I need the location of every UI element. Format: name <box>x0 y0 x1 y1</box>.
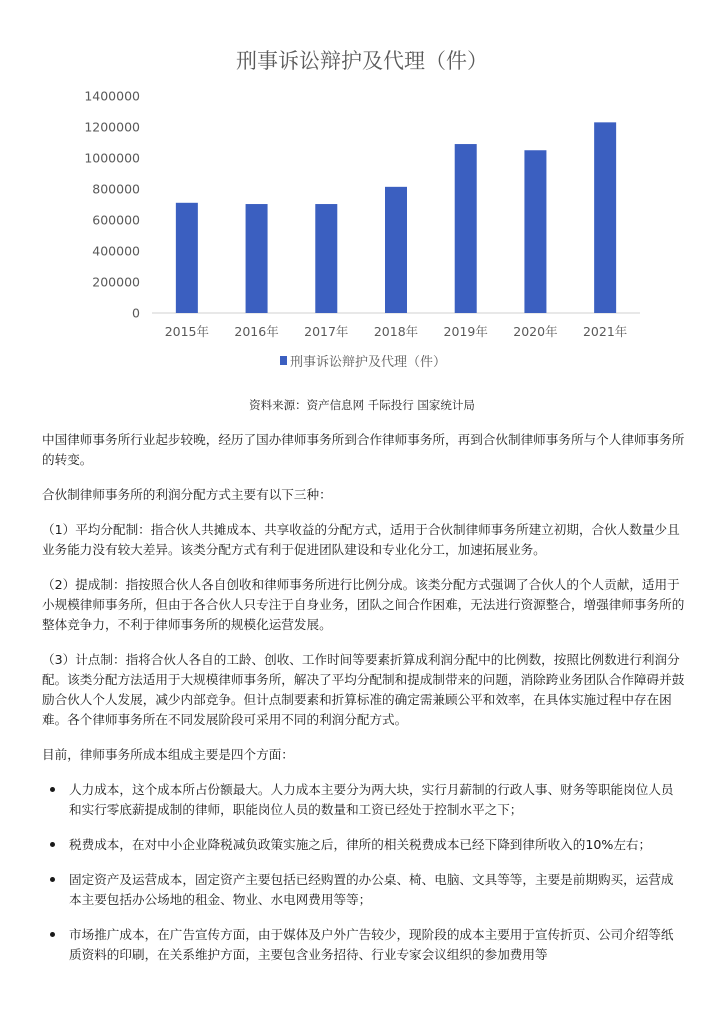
y-tick-label: 0 <box>132 305 140 321</box>
x-tick-label: 2015年 <box>164 324 210 339</box>
bar <box>315 204 337 313</box>
paragraph-points-system: （3）计点制：指将合伙人各自的工龄、创收、工作时间等要素折算成利润分配中的比例数，按照比例数进行利润分配。该类分配方法适用于大规模律师事务所，解决了平均分配制和提成制带来的问题，消除跨业务团队合作障碍并鼓励合伙人个人发展，减少内部竞争。但计点制要素和折算标准的确定需兼顾公平和效率，在具体实施过程中存在困难。各个律师事务所在不同发展阶段可采用不同的利润分配方式。 <box>42 652 685 727</box>
legend <box>280 354 446 370</box>
x-tick-label: 2021年 <box>582 324 628 339</box>
list-item: 税费成本，在对中小企业降税减负政策实施之后，律所的相关税费成本已经下降到律所收入的10%左右； <box>42 835 686 855</box>
bar-chart <box>0 0 724 385</box>
x-tick-label: 2016年 <box>234 324 279 339</box>
y-tick-label: 200000 <box>92 274 140 290</box>
bar <box>246 204 268 313</box>
legend-swatch <box>280 356 287 365</box>
x-axis <box>165 324 628 339</box>
bar <box>594 122 616 313</box>
legend-label: 刑事诉讼辩护及代理（件） <box>290 355 447 370</box>
y-tick-label: 600000 <box>92 212 140 228</box>
paragraph-equal-distribution: （1）平均分配制：指合伙人共摊成本、共享收益的分配方式，适用于合伙制律师事务所建立初期，合伙人数量少且业务能力没有较大差异。该类分配方式有利于促进团队建设和专业化分工，加速拓展业务。 <box>42 522 680 557</box>
bar <box>385 187 407 313</box>
bar <box>455 144 477 313</box>
x-tick-label: 2019年 <box>443 324 488 339</box>
list-item: 市场推广成本，在广告宣传方面，由于媒体及户外广告较少，现阶段的成本主要用于宣传折页、公司介绍等纸质资料的印刷，在关系维护方面，主要包含业务招待、行业专家会议组织的参加费用等 <box>42 925 686 965</box>
y-tick-label: 1200000 <box>84 119 140 135</box>
y-tick-label: 400000 <box>92 243 140 259</box>
list-item: 人力成本，这个成本所占份额最大。人力成本主要分为两大块，实行月薪制的行政人事、财务等职能岗位人员和实行零底薪提成制的律师，职能岗位人员的数量和工资已经处于控制水平之下； <box>42 780 686 820</box>
bar-series <box>176 122 616 313</box>
list-item: 固定资产及运营成本，固定资产主要包括已经购置的办公桌、椅、电脑、文具等等，主要是前期购买，运营成本主要包括办公场地的租金、物业、水电网费用等等； <box>42 870 686 910</box>
article-body <box>42 430 686 980</box>
paragraph-commission: （2）提成制：指按照合伙人各自创收和律师事务所进行比例分成。该类分配方式强调了合伙人的个人贡献，适用于小规模律师事务所，但由于各合伙人只专注于自身业务，团队之间合作困难，无法进行资源整合，增强律师事务所的整体竞争力，不利于律师事务所的规模化运营发展。 <box>42 577 685 632</box>
y-tick-label: 800000 <box>92 181 140 197</box>
y-axis <box>84 89 140 321</box>
bar <box>176 203 198 313</box>
cost-list <box>42 780 686 965</box>
x-tick-label: 2020年 <box>513 324 558 339</box>
x-tick-label: 2018年 <box>373 324 419 339</box>
y-tick-label: 1400000 <box>84 88 140 104</box>
paragraph-cost-intro: 目前，律师事务所成本组成主要是四个方面： <box>42 747 294 762</box>
x-tick-label: 2017年 <box>304 324 349 339</box>
y-tick-label: 1000000 <box>84 150 140 166</box>
chart-title: 刑事诉讼辩护及代理（件） <box>236 49 488 73</box>
paragraph-partnership-methods: 合伙制律师事务所的利润分配方式主要有以下三种： <box>42 487 332 502</box>
chart-source-note: 资料来源：资产信息网 千际投行 国家统计局 <box>249 398 475 412</box>
bar <box>524 150 546 313</box>
paragraph-intro: 中国律师事务所行业起步较晚，经历了国办律师事务所到合作律师事务所，再到合伙制律师事务所与个人律师事务所的转变。 <box>42 432 685 467</box>
